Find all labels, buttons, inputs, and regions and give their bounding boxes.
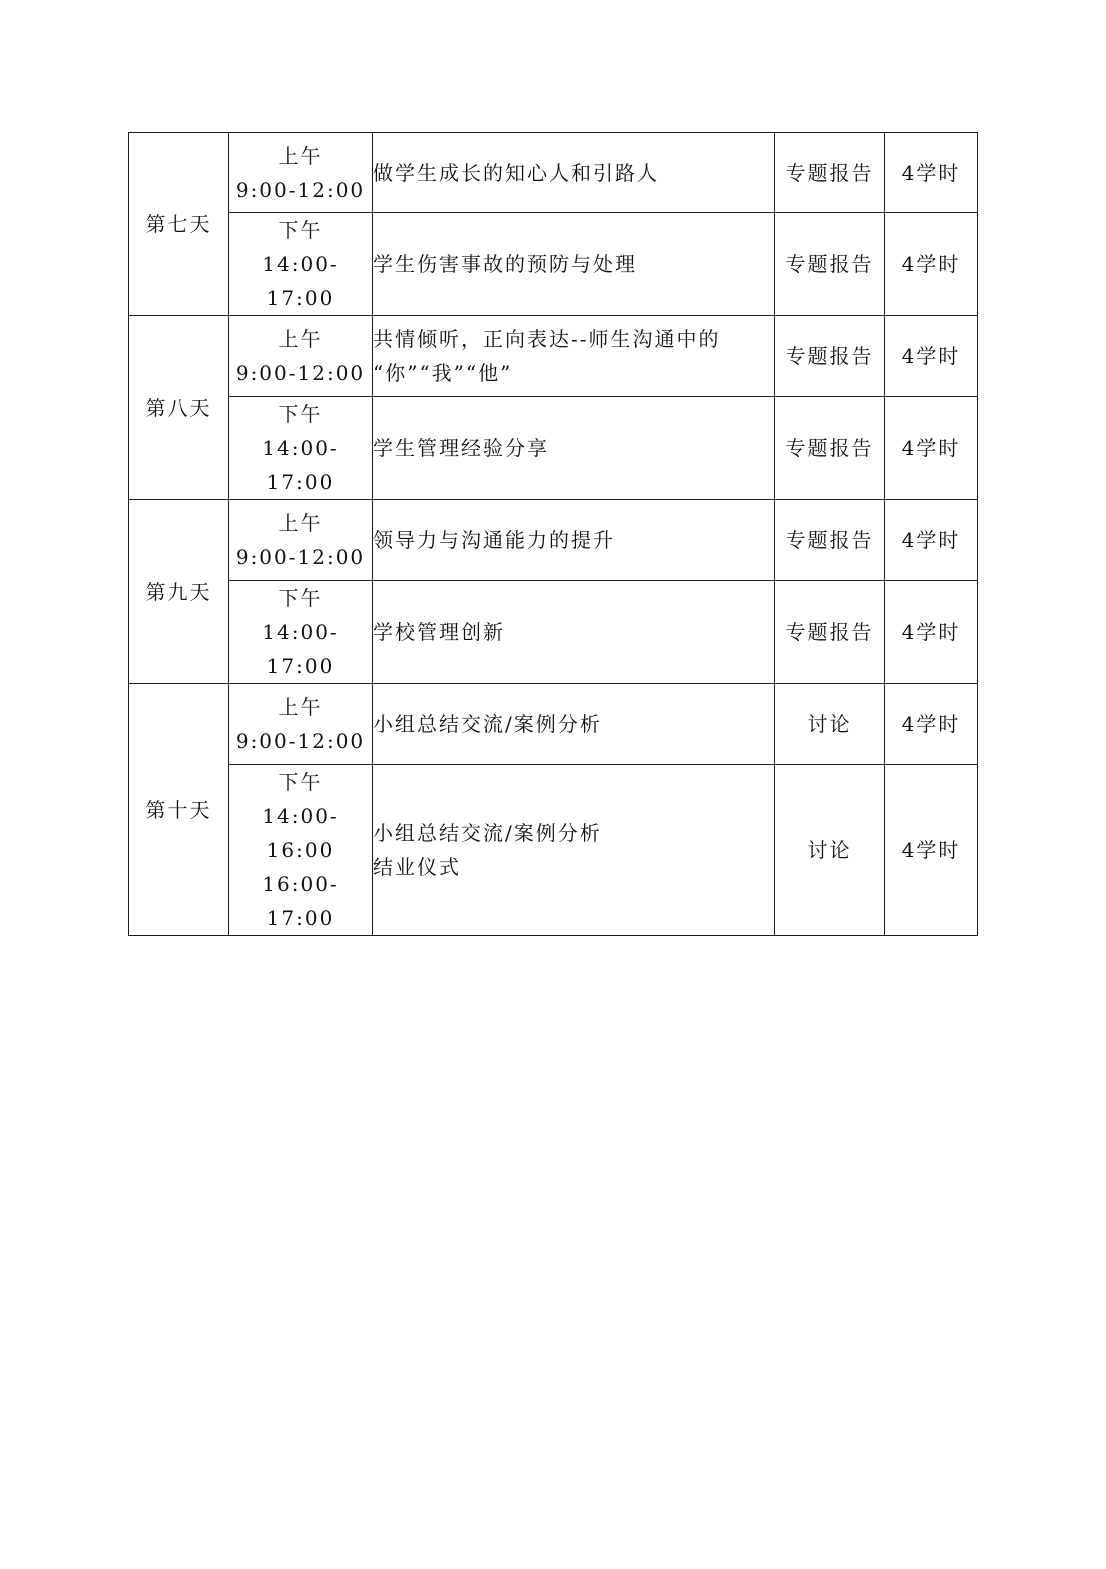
topic-text: 领导力与沟通能力的提升 (373, 528, 615, 552)
time-cell (229, 500, 373, 581)
format-cell: 讨论 (775, 765, 885, 936)
time-range: 9:00-12:00 (235, 729, 366, 753)
table-row (129, 213, 978, 316)
period-label: 下午 (278, 218, 323, 242)
time-cell (229, 133, 373, 213)
table-row (129, 133, 978, 213)
time-range: 14:00-16:00 (262, 804, 339, 862)
time-range: 9:00-12:00 (235, 177, 366, 202)
time-range: 14:00-17:00 (262, 620, 339, 678)
topic-text: “你”“我”“他” (373, 361, 513, 385)
topic-text: 学校管理创新 (373, 620, 505, 644)
table-row (129, 500, 978, 581)
topic-text: 共情倾听，正向表达--师生沟通中的 (373, 327, 721, 351)
time-range: 16:00-17:00 (262, 872, 339, 930)
time-cell (229, 213, 373, 316)
time-range: 9:00-12:00 (235, 545, 366, 569)
topic-text: 小组总结交流/案例分析 (373, 712, 602, 736)
hours-cell: 4学时 (885, 500, 978, 581)
hours-cell: 4学时 (885, 397, 978, 500)
topic-text: 学生管理经验分享 (373, 436, 549, 460)
topic-cell (373, 397, 775, 500)
table-row (129, 316, 978, 397)
topic-text: 做学生成长的知心人和引路人 (373, 160, 659, 185)
day-cell: 第九天 (129, 500, 229, 684)
hours-cell: 4学时 (885, 213, 978, 316)
topic-cell (373, 133, 775, 213)
period-label: 下午 (278, 402, 323, 426)
format-cell: 专题报告 (775, 581, 885, 684)
time-cell (229, 397, 373, 500)
time-range: 9:00-12:00 (235, 361, 366, 385)
topic-cell (373, 213, 775, 316)
topic-text: 小组总结交流/案例分析 (373, 821, 602, 845)
table-row (129, 397, 978, 500)
hours-cell: 4学时 (885, 684, 978, 765)
day-cell: 第七天 (129, 133, 229, 316)
format-cell: 专题报告 (775, 213, 885, 316)
table-row (129, 581, 978, 684)
period-label: 上午 (278, 143, 323, 168)
time-cell (229, 765, 373, 936)
format-cell: 专题报告 (775, 397, 885, 500)
hours-cell: 4学时 (885, 765, 978, 936)
period-label: 下午 (278, 586, 323, 610)
topic-cell (373, 765, 775, 936)
hours-cell: 4学时 (885, 581, 978, 684)
format-cell: 专题报告 (775, 316, 885, 397)
day-cell: 第八天 (129, 316, 229, 500)
topic-cell (373, 500, 775, 581)
time-cell (229, 316, 373, 397)
period-label: 下午 (278, 770, 323, 794)
hours-cell: 4学时 (885, 133, 978, 213)
format-cell: 讨论 (775, 684, 885, 765)
topic-cell (373, 581, 775, 684)
format-cell: 专题报告 (775, 133, 885, 213)
format-cell: 专题报告 (775, 500, 885, 581)
time-range: 14:00-17:00 (262, 436, 339, 494)
period-label: 上午 (278, 511, 323, 535)
hours-cell: 4学时 (885, 316, 978, 397)
time-cell (229, 684, 373, 765)
topic-text: 学生伤害事故的预防与处理 (373, 252, 637, 276)
period-label: 上午 (278, 695, 323, 719)
table-row (129, 765, 978, 936)
topic-cell (373, 684, 775, 765)
time-range: 14:00-17:00 (262, 252, 339, 310)
topic-cell (373, 316, 775, 397)
topic-text: 结业仪式 (373, 855, 461, 879)
table-row (129, 684, 978, 765)
day-cell: 第十天 (129, 684, 229, 936)
time-cell (229, 581, 373, 684)
period-label: 上午 (278, 327, 323, 351)
training-schedule-table (128, 132, 978, 936)
